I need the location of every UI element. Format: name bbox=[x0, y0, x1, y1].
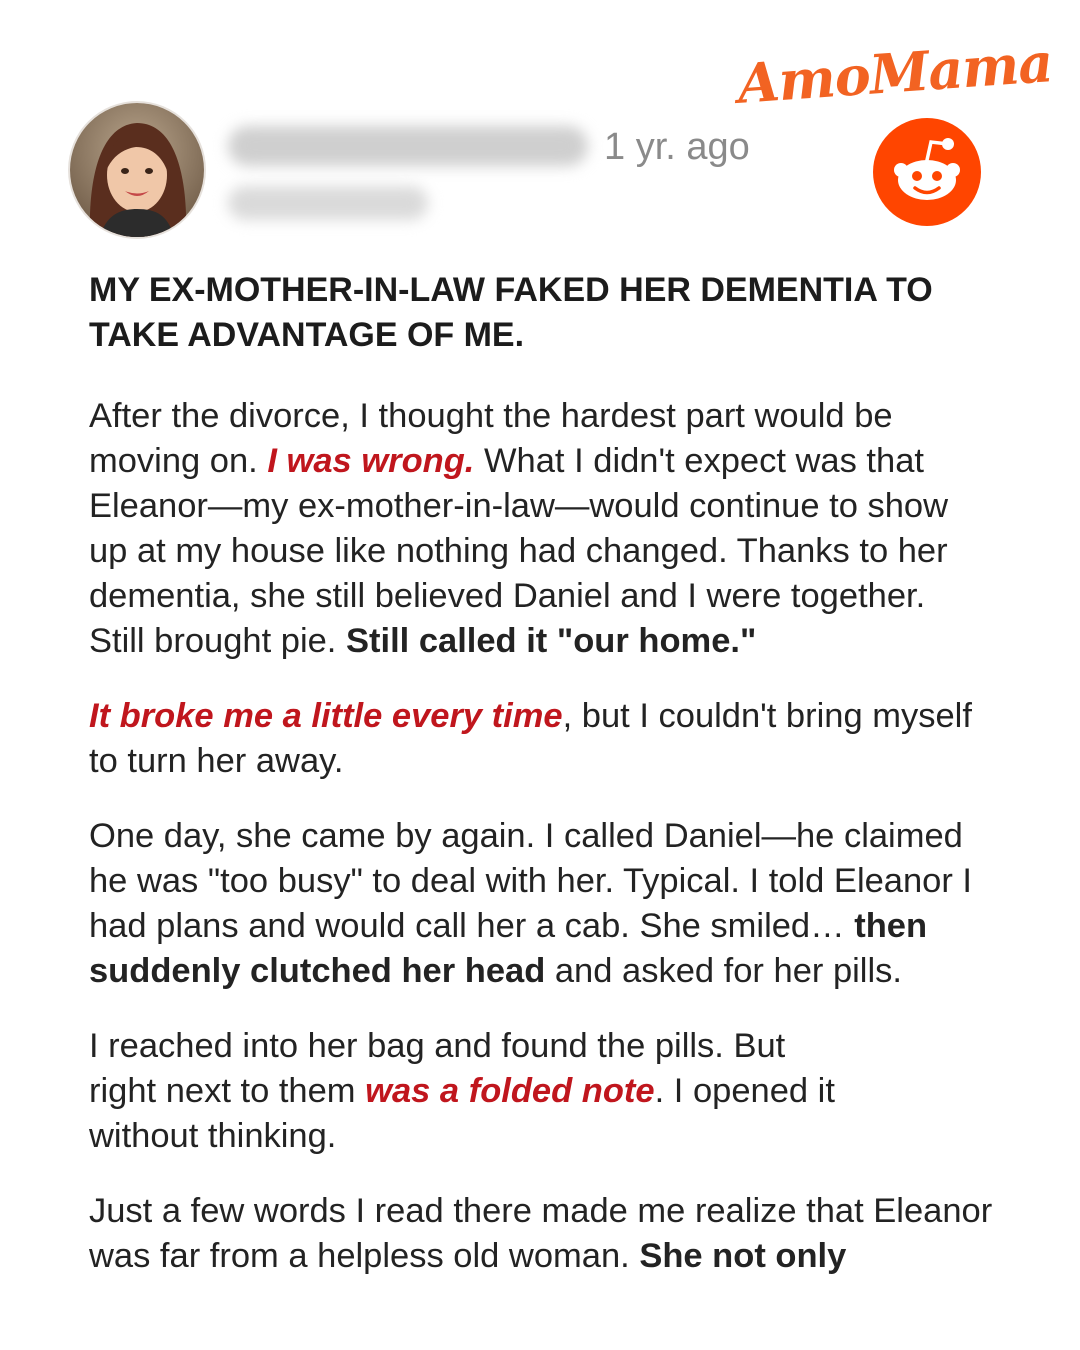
paragraph-2 bbox=[89, 694, 989, 784]
bold-text: Still called it "our home." bbox=[345, 622, 757, 660]
paragraph-3 bbox=[89, 814, 994, 994]
text: I reached into her bag and found the pills. But right next to them bbox=[89, 1027, 786, 1110]
story-body bbox=[89, 268, 1049, 1279]
story-title: MY EX-MOTHER-IN-LAW FAKED HER DEMENTIA TO TAKE ADVANTAGE OF ME. bbox=[89, 271, 933, 354]
post-time: 1 yr. ago bbox=[604, 126, 750, 168]
highlight-text: I was wrong. bbox=[267, 442, 475, 480]
amomama-logo: AmoMama bbox=[735, 30, 1055, 116]
avatar-photo bbox=[70, 103, 204, 237]
paragraph-4 bbox=[89, 1024, 849, 1159]
text: What I didn't expect was that Eleanor—my ex-mother-in-law—would continue to show up at my house like nothing had changed. Thanks to her dementia, she still believed Daniel and I were together. Still brought pie. bbox=[89, 442, 949, 660]
username-blurred[interactable] bbox=[228, 126, 588, 166]
bold-text: She not only bbox=[639, 1237, 847, 1275]
text: , but I couldn't bring myself to turn her away. bbox=[89, 697, 972, 780]
highlight-text: It broke me a little every time bbox=[89, 697, 563, 735]
text: and asked for her pills. bbox=[545, 952, 902, 990]
text: After the divorce, I thought the hardest part would be moving on. bbox=[89, 397, 893, 480]
avatar bbox=[70, 103, 204, 237]
reddit-icon bbox=[873, 118, 981, 226]
text: Just a few words I read there made me realize that Eleanor was far from a helpless old woman. bbox=[89, 1192, 993, 1275]
paragraph-5 bbox=[89, 1189, 1059, 1279]
text: . I opened it without thinking. bbox=[89, 1072, 835, 1155]
highlight-text: was a folded note bbox=[365, 1072, 655, 1110]
byline-blurred bbox=[228, 186, 428, 220]
bold-text: then suddenly clutched her head bbox=[89, 907, 928, 990]
paragraph-1 bbox=[89, 394, 989, 664]
text: One day, she came by again. I called Daniel—he claimed he was "too busy" to deal with her. Typical. I told Eleanor I had plans and would call her a cab. She smiled… bbox=[89, 817, 973, 945]
